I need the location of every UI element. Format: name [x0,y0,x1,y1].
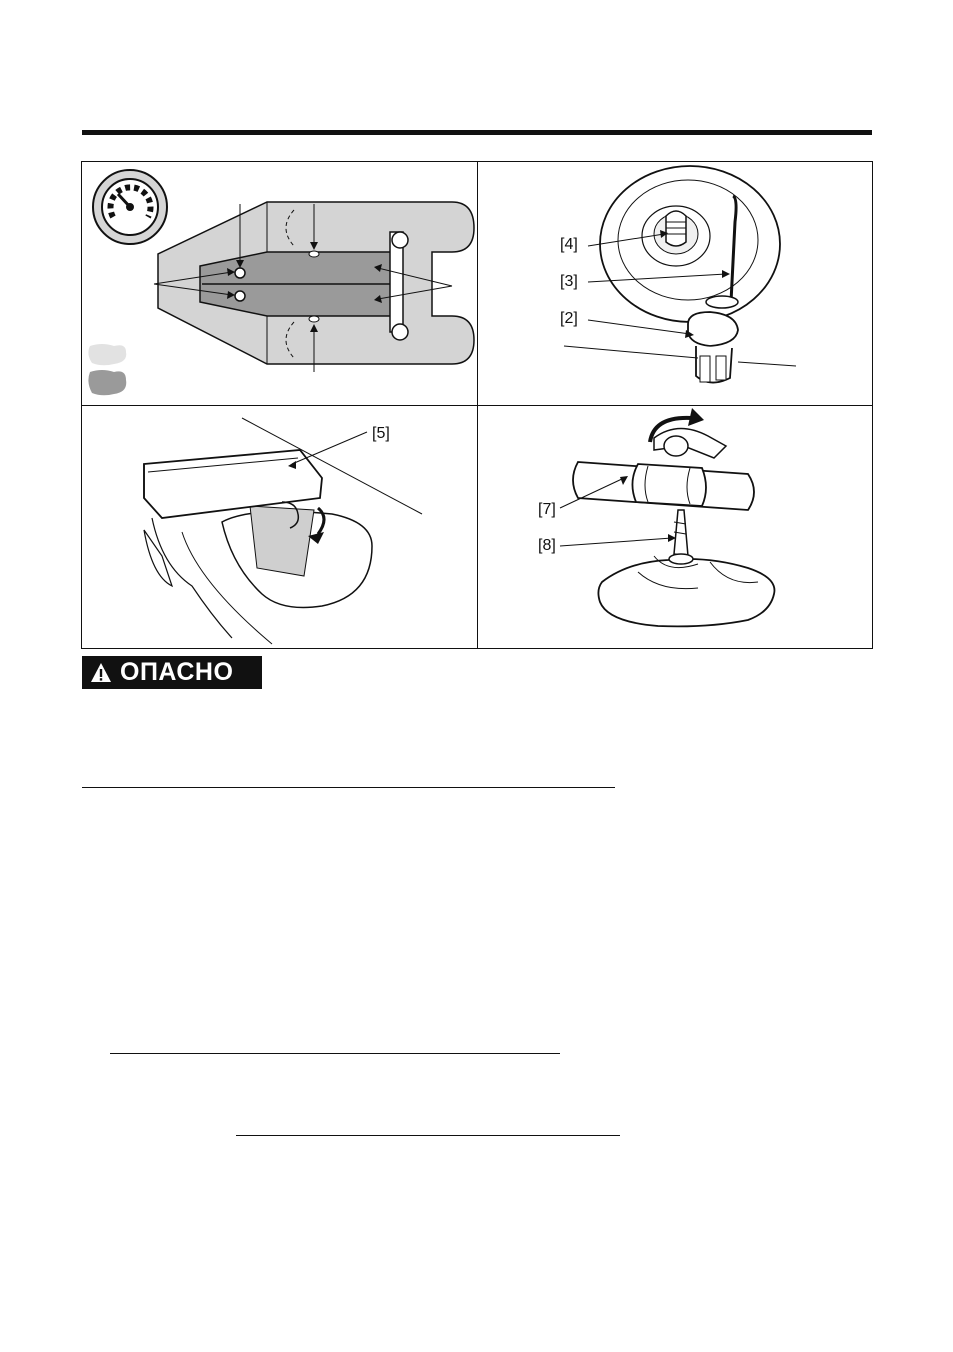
pressure-gauge-icon [93,170,167,244]
boat-diagram [82,162,478,406]
danger-label: ОПАСНО [120,658,234,686]
boat-diagram-panel [82,162,478,406]
callout-part-5: [5] [372,425,390,442]
pump-adapter [632,464,706,506]
swatch-light [88,344,126,365]
seat-install-panel [82,406,478,648]
section-divider [110,1053,560,1054]
callout-part-3: [3] [560,273,578,290]
callout-part-7: [7] [538,501,556,518]
valve-cap [688,312,738,346]
valve-pad [598,559,774,626]
valve-marker [235,268,245,278]
swatch-dark [88,370,126,395]
valve-marker [235,291,245,301]
figure-grid [81,161,873,649]
callout-part-2: [2] [560,310,578,327]
pump-panel [478,406,872,648]
header-rule [82,130,872,135]
valve-parts-panel [478,162,872,406]
danger-banner [82,656,262,689]
callout-part-8: [8] [538,537,556,554]
warning-triangle-icon [90,662,112,684]
section-divider [82,787,615,788]
section-divider [236,1135,620,1136]
callout-part-4: [4] [560,236,578,253]
